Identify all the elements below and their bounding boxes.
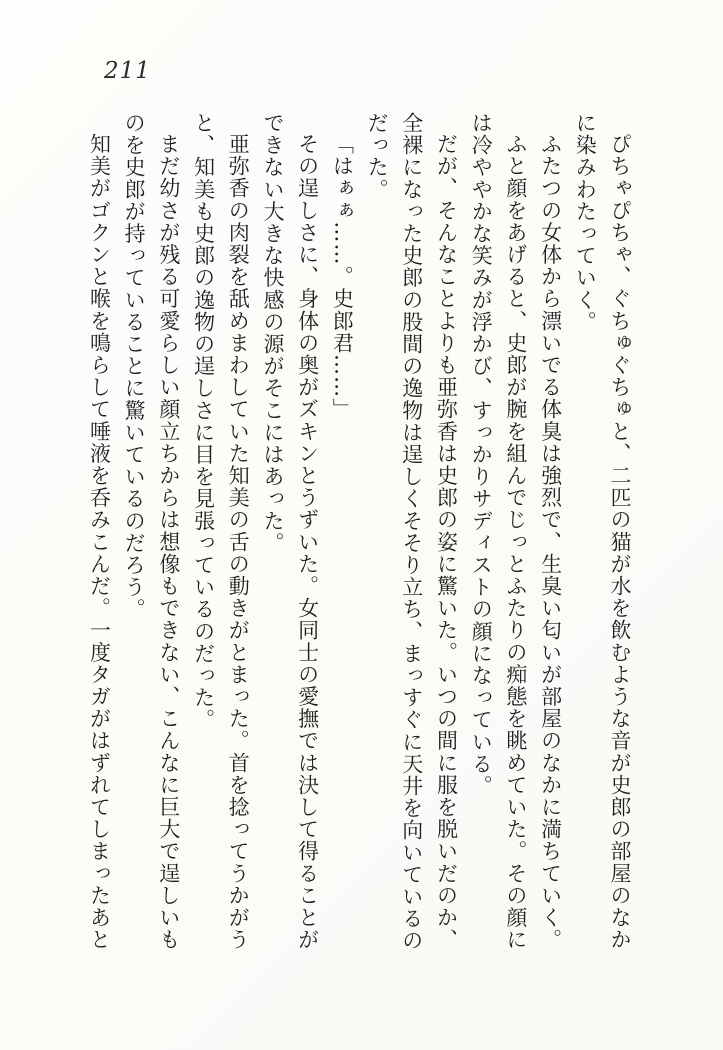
paragraph: ふたつの女体から漂いでる体臭は強烈で、生臭い匂いが部屋のなかに満ちていく。 [538,133,563,951]
paragraph-dialogue: 「はぁぁ……。史郎君……」 [330,133,355,421]
paragraph: だが、そんなことよりも亜弥香は史郎の姿に驚いた。いつの間に服を脱いだのか、全裸になった史郎の股間の逸物は逞しくそそり立ち、まっすぐに天井を向いているのだった。 [365,112,459,952]
paragraph: ぴちゃぴちゃ、ぐちゅぐちゅと、二匹の猫が水を飲むような音が史郎の部屋のなかに染みわたっていく。 [573,112,632,951]
paragraph: ふと顔をあげると、史郎が腕を組んでじっとふたりの痴態を眺めていた。その顔には冷ややかな笑みが浮かび、すっかりサディストの顔になっている。 [469,112,528,951]
paragraph: まだ幼さが残る可愛らしい顔立ちからは想像もできない、こんなに巨大で逞しいものを史郎が持っていることに驚いているのだろう。 [122,112,181,951]
paragraph: その逞しさに、身体の奥がズキンとうずいた。女同士の愛撫では決して得ることができない大きな快感の源がそこにはあった。 [260,112,320,951]
paragraph: 亜弥香の肉裂を舐めまわしていた知美の舌の動きがとまった。首を捻ってうかがうと、知美も史郎の逸物の逞しさに目を見張っているのだった。 [191,112,251,951]
page-number: 211 [104,58,151,84]
text-block [80,112,637,958]
paragraph: 知美がゴクンと喉を鳴らして唾液を呑みこんだ。一度タガがはずれてしまったあと [87,133,112,951]
